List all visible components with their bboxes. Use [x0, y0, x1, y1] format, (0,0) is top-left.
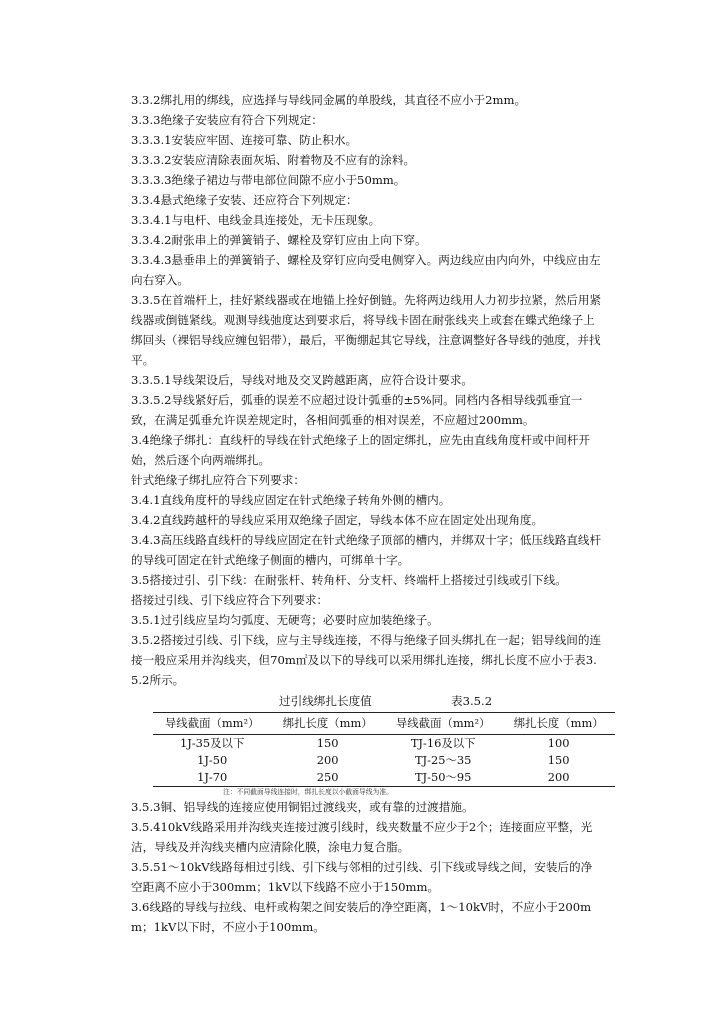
table-cell: 150 — [316, 736, 339, 750]
paragraph: 3.3.4.1与电杆、电线金具连接处，无卡压现象。 — [131, 213, 381, 227]
table-header-row — [153, 713, 615, 735]
paragraph: 3.5搭接过引、引下线：在耐张杆、转角杆、分支杆、终端杆上搭接过引线或引下线。 — [131, 573, 567, 587]
paragraph: 3.3.3.1安装应牢固、连接可靠、防止积水。 — [131, 133, 358, 147]
header-cell: 导线截面（mm²） — [153, 713, 271, 735]
top-paragraphs — [131, 90, 603, 690]
header-cell: 绑扎长度（mm） — [502, 713, 615, 735]
table-note: 注：不同截面导线连接时，绑扎长度以小截面导线为准。 — [223, 788, 393, 796]
header-cell: 导线截面（mm²） — [384, 713, 502, 735]
paragraph: 3.3.5在首端杆上，挂好紧线器或在地锚上拴好倒链。先将两边线用人力初步拉紧，然后用紧线器或倒链紧线。观测导线弛度达到要求后，将导线卡固在耐张线夹上或套在蝶式绝缘子上绑回头（裸铝导线应缠包铝带），最后，平衡绷起其它导线，注意调整好各导线的弛度，并找平。 — [131, 293, 602, 367]
table-cell: 1J-50 — [197, 753, 228, 767]
binding-length-table — [153, 712, 615, 787]
paragraph: 3.3.2绑扎用的绑线，应选择与导线同金属的单股线，其直径不应小于2mm。 — [131, 93, 527, 107]
table-row — [153, 735, 615, 753]
document-page — [131, 90, 603, 937]
table-cell: 150 — [547, 753, 570, 767]
table-row — [153, 769, 615, 787]
paragraph: 3.5.410kV线路采用并沟线夹连接过渡引线时，线夹数量不应少于2个；连接面应平整，光洁，导线及并沟线夹槽内应清除化膜，涂电力复合脂。 — [131, 820, 593, 854]
table-cell: 100 — [547, 736, 570, 750]
table-cell: 250 — [271, 769, 384, 787]
paragraph: 3.4.1直线角度杆的导线应固定在针式绝缘子转角外侧的槽内。 — [131, 493, 451, 507]
paragraph: 搭接过引线、引下线应符合下列要求： — [131, 593, 329, 607]
table-cell: 1J-35及以下 — [180, 736, 245, 750]
paragraph: 针式绝缘子绑扎应符合下列要求： — [131, 473, 305, 487]
paragraph: 3.3.3.2安装应清除表面灰垢、附着物及不应有的涂料。 — [131, 153, 416, 167]
header-cell: 绑扎长度（mm） — [271, 713, 384, 735]
paragraph: 3.3.4.2耐张串上的弹簧销子、螺栓及穿钉应由上向下穿。 — [131, 233, 427, 247]
table-title: 过引线绑扎长度值 — [279, 694, 372, 708]
table-caption — [131, 692, 603, 712]
paragraph: 3.5.51～10kV线路每相过引线、引下线与邻相的过引线、引下线或导线之间，安装后的净空距离不应小于300mm；1kV以下线路不应小于150mm。 — [131, 860, 593, 894]
table-cell: TJ-16及以下 — [410, 736, 476, 750]
paragraph: 3.5.1过引线应呈均匀弧度、无硬弯；必要时应加装绝缘子。 — [131, 613, 439, 627]
paragraph: 3.3.3绝缘子安装应有符合下列规定： — [131, 113, 323, 127]
table-cell: TJ-25～35 — [414, 753, 472, 767]
paragraph: 3.3.4悬式绝缘子安装、还应符合下列规定： — [131, 193, 358, 207]
paragraph: 3.4绝缘子绑扎：直线杆的导线在针式绝缘子上的固定绑扎，应先由直线角度杆或中间杆开始，然后逐个向两端绑扎。 — [131, 433, 591, 467]
paragraph: 3.5.2搭接过引线、引下线，应与主导线连接，不得与绝缘子回头绑扎在一起；铝导线间的连接一般应采用并沟线夹，但70m㎡及以下的导线可以采用绑扎连接，绑扎长度不应小于表3.5.2所示。 — [131, 633, 602, 687]
table-cell: 1J-70 — [153, 769, 271, 787]
paragraph: 3.5.3铜、铝导线的连接应使用铜铝过渡线夹，或有靠的过渡措施。 — [131, 800, 474, 814]
paragraph: 3.3.3.3绝缘子裙边与带电部位间隙不应小于50mm。 — [131, 173, 406, 187]
table-cell: 200 — [316, 753, 339, 767]
table-cell: 200 — [502, 769, 615, 787]
table-row — [153, 752, 615, 769]
table-cell: TJ-50～95 — [384, 769, 502, 787]
bottom-paragraphs — [131, 797, 603, 937]
paragraph: 3.4.3高压线路直线杆的导线应固定在针式绝缘子顶部的槽内，并绑双十字；低压线路直线杆的导线可固定在针式绝缘子侧面的槽内，可绑单十字。 — [131, 533, 602, 567]
table-number: 表3.5.2 — [451, 694, 493, 708]
paragraph: 3.4.2直线跨越杆的导线应采用双绝缘子固定，导线本体不应在固定处出现角度。 — [131, 513, 544, 527]
paragraph: 3.3.5.2导线紧好后，弧垂的误差不应超过设计弧垂的±5%同。同档内各相导线弧垂宜一致，在满足弧垂允许误差规定时，各相间弧垂的相对误差，不应超过200mm。 — [131, 393, 583, 427]
paragraph: 3.6线路的导线与拉线、电杆或构架之间安装后的净空距离，1～10kV时，不应小于200mm；1kV以下时，不应小于100mm。 — [131, 900, 592, 934]
paragraph: 3.3.5.1导线架设后，导线对地及交叉跨越距离，应符合设计要求。 — [131, 373, 474, 387]
paragraph: 3.3.4.3悬垂串上的弹簧销子、螺栓及穿钉应向受电侧穿入。两边线应由内向外，中线应由左向右穿入。 — [131, 253, 601, 287]
